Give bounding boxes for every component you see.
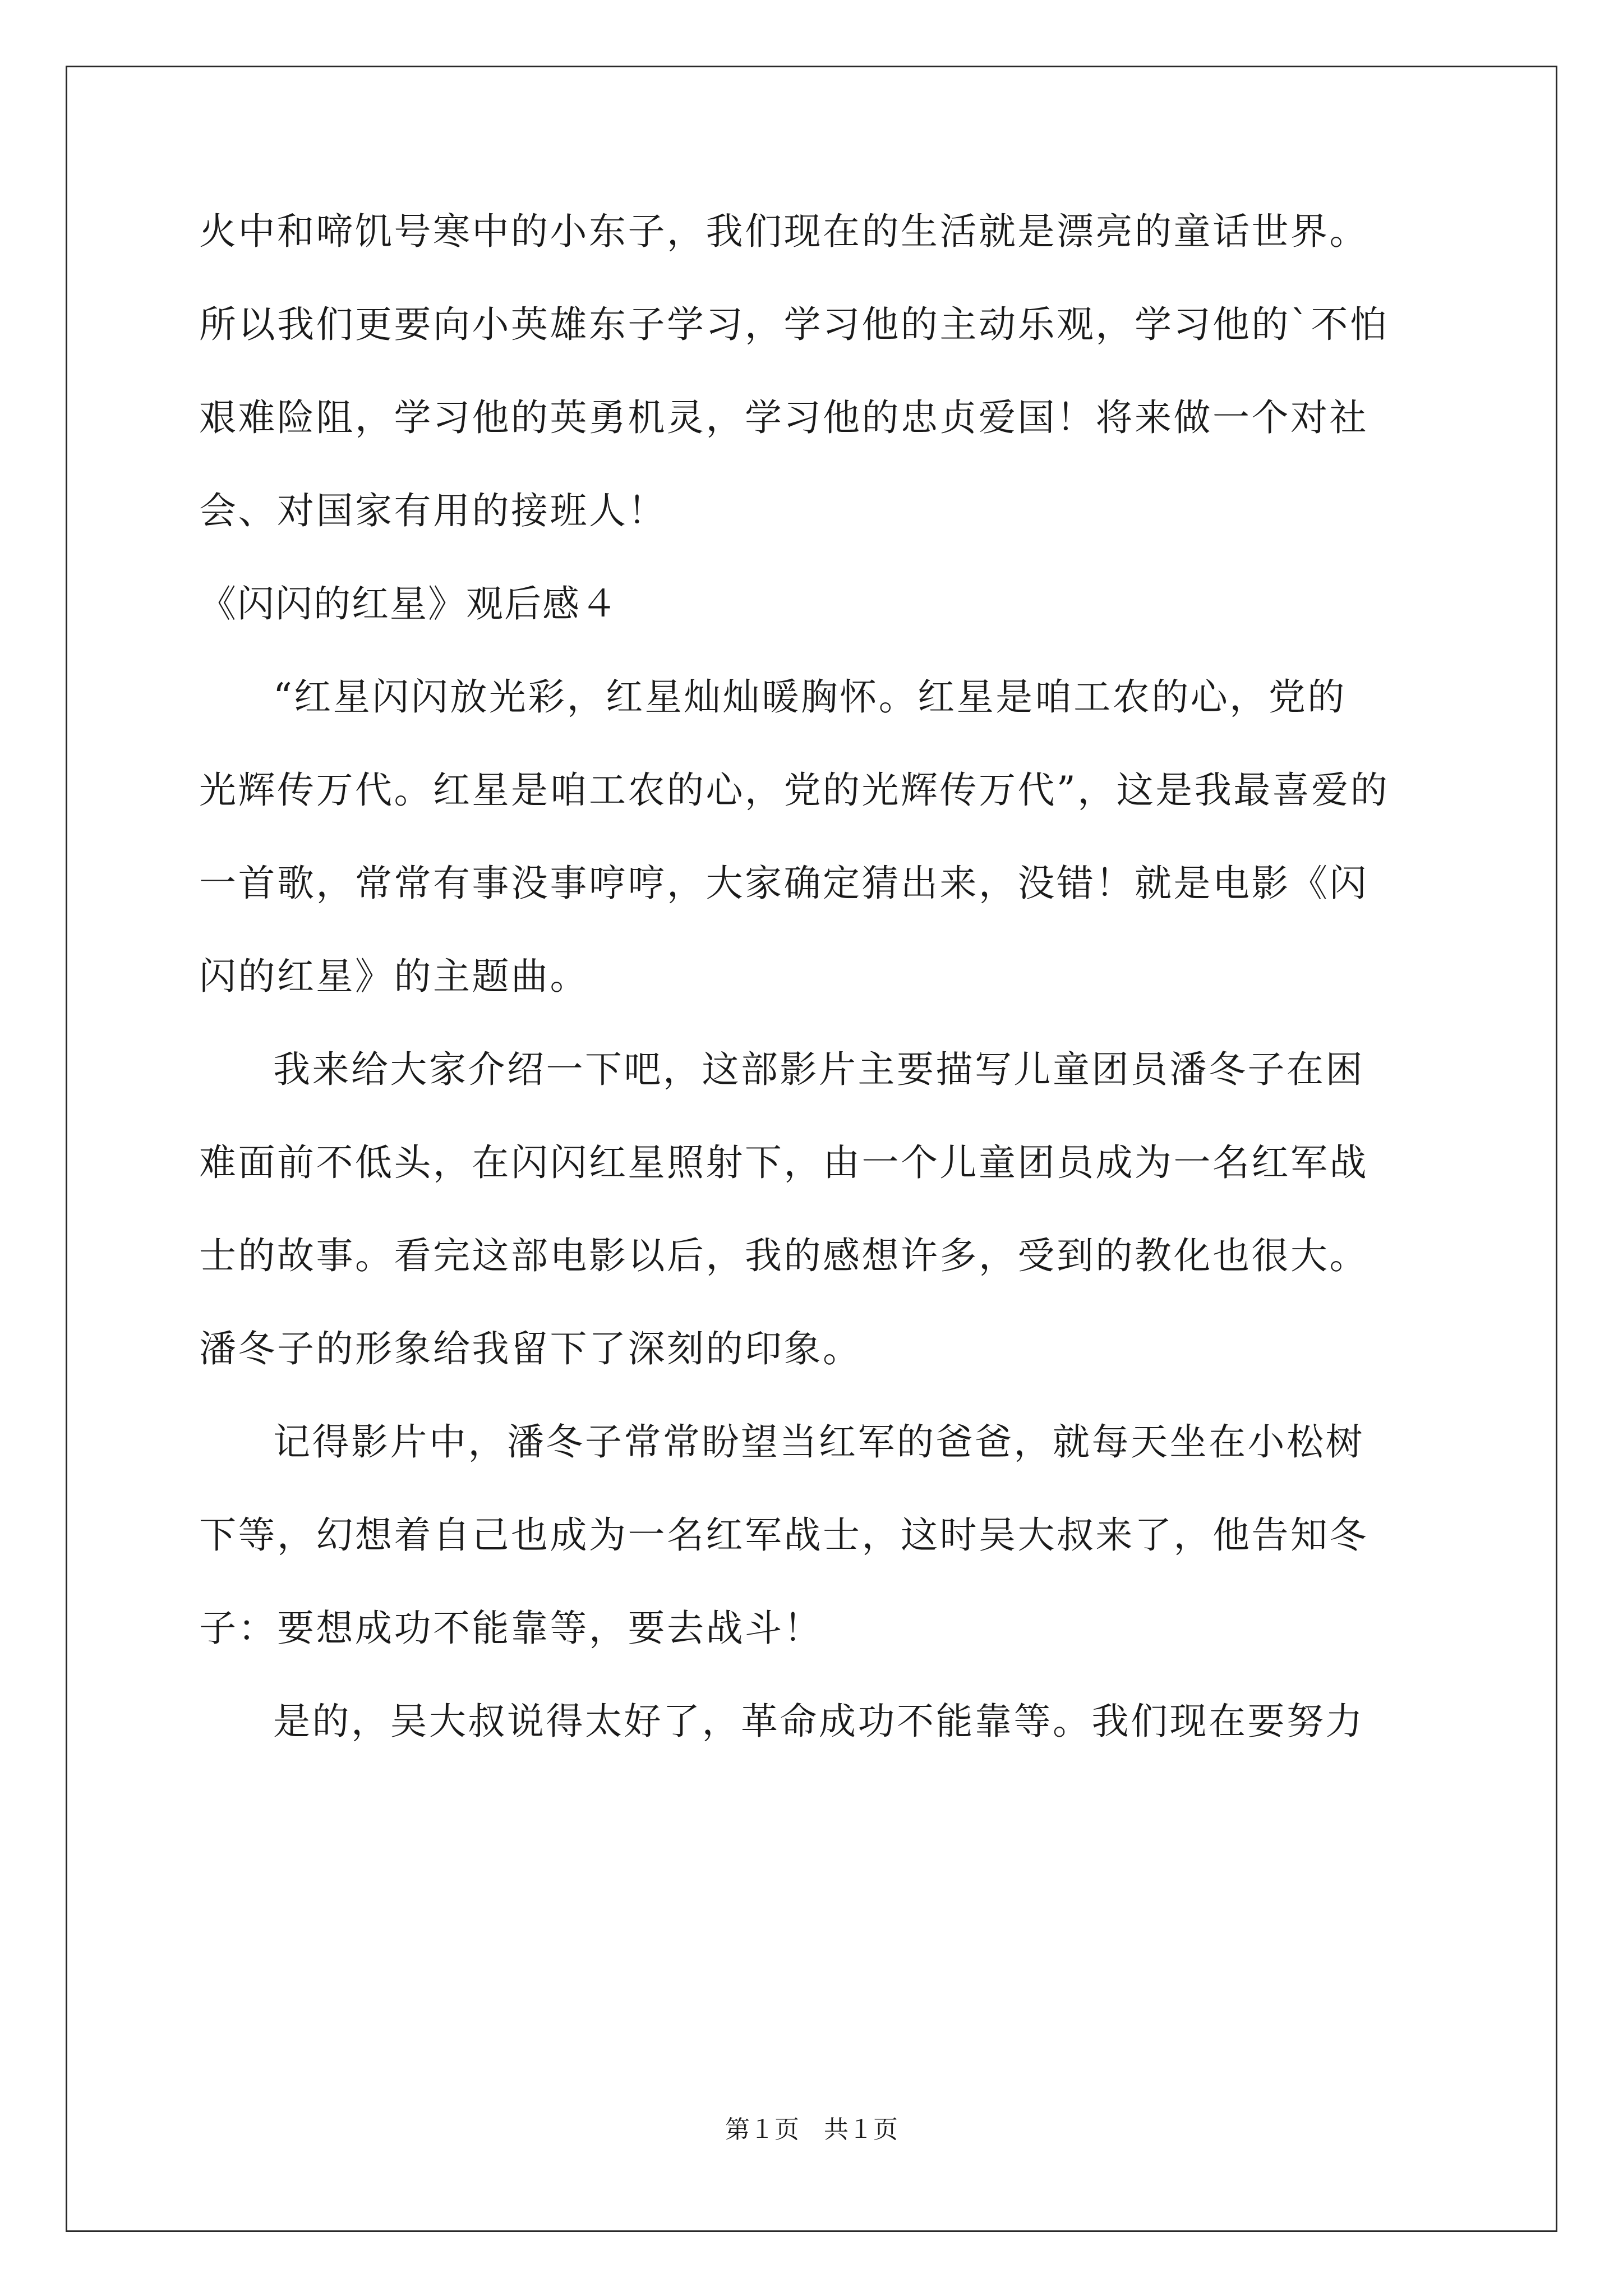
document-body	[199, 210, 1427, 1796]
text-line: 一首歌，常常有事没事哼哼，大家确定猜出来，没错！就是电影《闪	[199, 862, 1368, 905]
text-line: 所以我们更要向小英雄东子学习，学习他的主动乐观，学习他的`不怕	[199, 303, 1389, 346]
text-line: “红星闪闪放光彩，红星灿灿暖胸怀。红星是咱工农的心，党的	[273, 675, 1347, 719]
text-line: 我来给大家介绍一下吧，这部影片主要描写儿童团员潘冬子在困	[273, 1048, 1364, 1091]
text-line: 火中和啼饥号寒中的小东子，我们现在的生活就是漂亮的童话世界。	[199, 210, 1368, 253]
text-line: 艰难险阻，学习他的英勇机灵，学习他的忠贞爱国！将来做一个对社	[199, 396, 1368, 439]
text-line: 士的故事。看完这部电影以后，我的感想许多，受到的教化也很大。	[199, 1234, 1368, 1277]
text-line: 会、对国家有用的接班人！	[199, 489, 667, 532]
text-line: 是的，吴大叔说得太好了，革命成功不能靠等。我们现在要努力	[273, 1700, 1364, 1743]
text-line: 潘冬子的形象给我留下了深刻的印象。	[199, 1327, 862, 1370]
text-line: 光辉传万代。红星是咱工农的心，党的光辉传万代”，这是我最喜爱的	[199, 769, 1390, 812]
text-line: 闪的红星》的主题曲。	[199, 955, 589, 998]
page-number-footer: 第１页 共１页	[725, 2115, 898, 2144]
text-line: 难面前不低头，在闪闪红星照射下，由一个儿童团员成为一名红军战	[199, 1141, 1368, 1184]
text-line: 下等，幻想着自己也成为一名红军战士，这时吴大叔来了，他告知冬	[199, 1513, 1368, 1557]
section-heading: 《闪闪的红星》观后感４	[199, 582, 619, 625]
text-line: 子：要想成功不能靠等，要去战斗！	[199, 1607, 823, 1650]
text-line: 记得影片中，潘冬子常常盼望当红军的爸爸，就每天坐在小松树	[273, 1420, 1364, 1464]
